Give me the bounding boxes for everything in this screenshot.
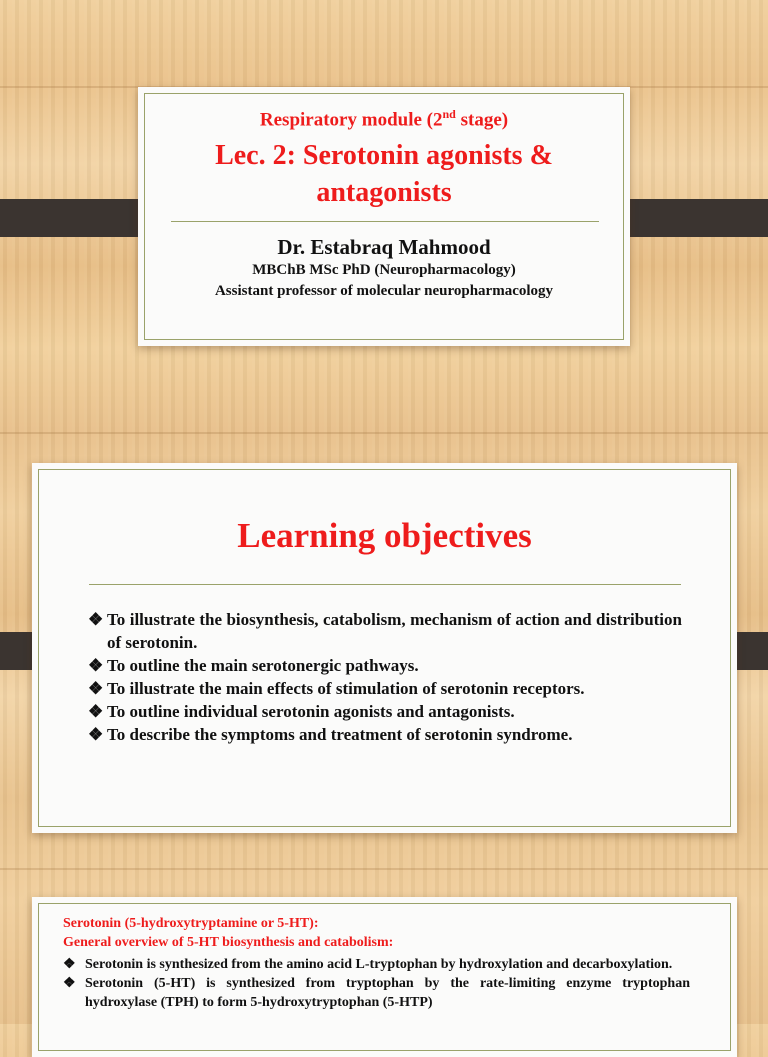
objectives-slide — [32, 463, 737, 833]
diamond-bullet-icon: ❖ — [88, 702, 104, 721]
objective-text: To outline the main serotonergic pathways. — [107, 656, 419, 675]
module-label: Respiratory module (2nd stage) — [259, 107, 509, 131]
list-item — [63, 955, 690, 974]
title-divider — [171, 221, 599, 222]
slide-tab-right — [613, 199, 768, 237]
lecture-title-line2: antagonists — [316, 177, 452, 208]
overview-text: Serotonin is synthesized from the amino acid L-tryptophan by hydroxylation and decarboxylation. — [85, 957, 673, 972]
list-item — [88, 608, 682, 654]
wood-seam — [0, 868, 768, 870]
author-position: Assistant professor of molecular neuropharmacology — [214, 283, 554, 299]
author-name: Dr. Estabraq Mahmood — [277, 235, 491, 259]
section-heading: Serotonin (5-hydroxytryptamine or 5-HT): — [63, 916, 319, 931]
title-slide — [138, 87, 630, 346]
wood-seam — [0, 432, 768, 434]
diamond-bullet-icon: ❖ — [63, 976, 76, 991]
serotonin-overview-slide — [32, 897, 737, 1057]
objectives-title: Learning objectives — [237, 516, 532, 555]
diamond-bullet-icon: ❖ — [88, 679, 104, 698]
lecture-title-line1: Lec. 2: Serotonin agonists & — [215, 140, 553, 171]
overview-text: Serotonin (5-HT) is synthesized from tryptophan by the rate-limiting enzyme tryptophan hydroxylase (TPH) to form 5-hydroxytryptophan (5-HTP) — [85, 976, 690, 1010]
objective-text: To outline individual serotonin agonists and antagonists. — [107, 702, 515, 721]
list-item — [88, 700, 682, 723]
diamond-bullet-icon: ❖ — [88, 725, 104, 744]
objective-text: To illustrate the main effects of stimulation of serotonin receptors. — [107, 679, 585, 698]
diamond-bullet-icon: ❖ — [63, 957, 76, 972]
diamond-bullet-icon: ❖ — [88, 656, 104, 675]
author-degrees: MBChB MSc PhD (Neuropharmacology) — [252, 262, 516, 278]
diamond-bullet-icon: ❖ — [88, 610, 104, 629]
objective-text: To describe the symptoms and treatment of serotonin syndrome. — [107, 725, 573, 744]
overview-list — [63, 955, 690, 1012]
list-item — [63, 974, 690, 1012]
slide-tab-left — [0, 199, 156, 237]
list-item — [88, 723, 682, 746]
list-item — [88, 677, 682, 700]
section-subheading: General overview of 5-HT biosynthesis and catabolism: — [63, 935, 394, 950]
objectives-list — [88, 608, 682, 746]
list-item — [88, 654, 682, 677]
objectives-divider — [89, 584, 681, 585]
objective-text: To illustrate the biosynthesis, catabolism, mechanism of action and distribution of serotonin. — [107, 610, 682, 652]
lecture-title — [138, 137, 630, 211]
